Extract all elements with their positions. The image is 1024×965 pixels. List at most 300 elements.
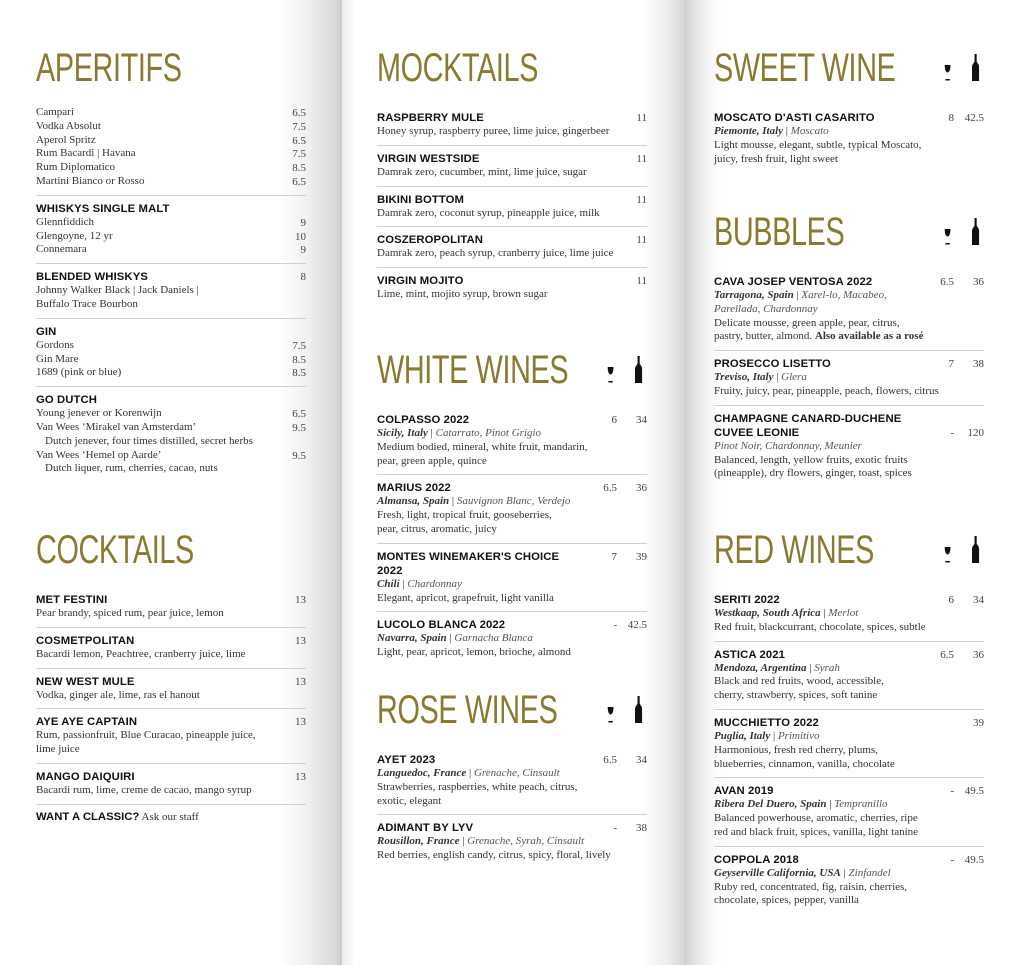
glass-price: 6.5 (940, 648, 954, 661)
row-price: 8.5 (292, 367, 306, 380)
item-name-text: MET FESTINI (36, 594, 108, 606)
item-name-text: COLPASSO 2022 (377, 414, 470, 426)
glass-price: - (613, 822, 617, 835)
list-row (36, 353, 306, 367)
item-region: Rousillon, France (377, 835, 460, 848)
item-name-text: CAVA JOSEP VENTOSA 2022 (714, 276, 873, 288)
classic-note (36, 811, 306, 825)
wine-glass-icon (607, 690, 614, 730)
item-name (36, 393, 306, 407)
item-description: Elegant, apricot, grapefruit, light vanilla (377, 591, 554, 604)
item-name-text: CHAMPAGNE CANARD-DUCHENE (714, 412, 902, 425)
item-description: Damrak zero, peach syrup, cranberry juice, lime juice (377, 247, 614, 260)
item-price: 13 (295, 594, 306, 606)
item-description: Medium bodied, mineral, white fruit, mandarin, (377, 440, 588, 453)
item-price: 11 (636, 152, 647, 165)
item-price: 11 (636, 275, 647, 288)
item-name-text: AYET 2023 (377, 754, 436, 766)
list-row (36, 339, 306, 353)
item-region: Mendoza, Argentina (714, 661, 807, 674)
item-description: Honey syrup, raspberry puree, lime juice, gingerbeer (377, 125, 610, 137)
item-price: 8 (300, 271, 306, 284)
row-name: Aperol Spritz (36, 133, 96, 146)
section-entries (377, 747, 647, 869)
bottle-price: 49.5 (964, 785, 984, 798)
menu-item (36, 805, 306, 831)
item-name (36, 270, 306, 284)
item-name-text: COSZEROPOLITAN (377, 234, 484, 247)
list-row (36, 435, 306, 449)
item-description: Fresh, light, tropical fruit, gooseberries, (377, 509, 552, 522)
item-grape: Garnacha Blanca (454, 632, 533, 645)
item-origin: Navarra, Spain | Garnacha Blanca (377, 632, 533, 645)
menu-item (377, 815, 647, 869)
section-title-row (36, 48, 306, 88)
menu-item (36, 196, 306, 264)
menu-item (714, 847, 984, 914)
row-price: 9.5 (292, 449, 306, 462)
list-row (36, 147, 306, 161)
item-description: Light, pear, apricot, lemon, brioche, almond (377, 646, 571, 659)
item-grape: Zinfandel (848, 866, 891, 879)
item-name (377, 274, 647, 288)
section-entries (377, 407, 647, 666)
item-name (377, 233, 647, 247)
menu-panel-right (684, 0, 1024, 965)
item-grape: Catarrato, Pinot Grigio (435, 427, 542, 439)
item-description: Strawberries, raspberries, white peach, citrus, (377, 780, 578, 793)
section-title-row (714, 48, 984, 88)
item-description: red and black fruit, spices, vanilla, light tanine (714, 825, 919, 838)
item-name-text: VIRGIN MOJITO (377, 275, 464, 288)
item-description: cherry, strawberry, spices, soft tanine (714, 689, 878, 702)
item-origin: Mendoza, Argentina | Syrah (714, 661, 840, 674)
bottle-price: 34 (636, 414, 647, 426)
wine-bottle-icon (972, 48, 979, 88)
price-column-icons (944, 48, 982, 88)
bottle-price: 42.5 (964, 112, 984, 124)
item-grape: Grenache, Cinsault (473, 767, 560, 779)
item-region: Chili (377, 577, 400, 590)
menu-item (714, 269, 984, 351)
item-name-text: RASPBERRY MULE (377, 112, 484, 124)
list-row (36, 407, 306, 421)
section-entries (714, 105, 984, 172)
item-name (377, 152, 647, 166)
wine-bottle-icon (972, 212, 979, 252)
list-row (36, 106, 306, 120)
menu-item (377, 475, 647, 543)
wine-glass-icon (607, 350, 614, 390)
section-title: SWEET WINE (714, 46, 896, 90)
list-row (36, 230, 306, 244)
item-description: Damrak zero, cucumber, mint, lime juice, sugar (377, 165, 587, 178)
bottle-price: 36 (973, 276, 984, 288)
section-entries (36, 106, 306, 482)
item-name-text: WHISKYS SINGLE MALT (36, 202, 170, 215)
row-name: Glengoyne, 12 yr (36, 229, 113, 242)
section-entries (714, 587, 984, 914)
item-region: Geyserville California, USA (714, 866, 841, 879)
menu-section (377, 690, 647, 869)
item-grape: Syrah (814, 661, 840, 674)
item-name-text: VIRGIN WESTSIDE (377, 152, 480, 165)
row-price: 6.5 (292, 408, 306, 421)
bottle-price: 38 (636, 822, 647, 835)
item-description: Light mousse, elegant, subtle, typical Moscato, (714, 138, 922, 151)
item-description (714, 330, 984, 344)
menu-item (377, 612, 647, 666)
menu-item (377, 544, 647, 613)
wine-bottle-icon (635, 690, 642, 730)
item-origin: Languedoc, France | Grenache, Cinsault (377, 767, 560, 779)
item-name (36, 325, 306, 339)
item-origin: Sicily, Italy | Catarrato, Pinot Grigio (377, 427, 542, 439)
item-origin: Tarragona, Spain | Xarel-lo, Macabeo, (714, 289, 887, 301)
section-title: MOCKTAILS (377, 46, 539, 90)
row-price: 7.5 (292, 148, 306, 161)
item-description: Vodka, ginger ale, lime, ras el hanout (36, 688, 200, 701)
menu-item (36, 764, 306, 805)
item-name (36, 675, 306, 689)
item-grape-2: Parellada, Chardonnay (714, 302, 818, 315)
item-name-text-2: CUVEE LEONIE (714, 426, 800, 439)
item-region: Navarra, Spain (377, 632, 447, 645)
menu-item (36, 319, 306, 387)
section-title: ROSE WINES (377, 688, 558, 732)
row-price: 6.5 (292, 175, 306, 188)
item-region: Puglia, Italy (714, 729, 771, 742)
bottle-price: 36 (973, 648, 984, 661)
glass-price: - (613, 619, 617, 632)
section-title-row (714, 212, 984, 252)
item-grape: Sauvignon Blanc, Verdejo (456, 495, 571, 508)
item-description: pear, citrus, aromatic, juicy (377, 522, 497, 535)
row-name: Gin Mare (36, 352, 79, 365)
list-row (36, 449, 306, 463)
item-origin: Almansa, Spain | Sauvignon Blanc, Verdejo (377, 495, 571, 508)
item-origin: Chili | Chardonnay (377, 577, 462, 590)
bottle-price: 36 (636, 482, 647, 495)
item-grape: Pinot Noir, Chardonnay, Meunier (714, 439, 862, 452)
row-name: Dutch liquer, rum, cherries, cacao, nuts (45, 462, 218, 475)
item-region: Tarragona, Spain (714, 289, 794, 301)
list-row (36, 421, 306, 435)
menu-item (377, 407, 647, 475)
menu-item (36, 387, 306, 482)
menu-panel-left (0, 0, 342, 965)
item-name-text: MONTES WINEMAKER'S CHOICE 2022 (377, 550, 560, 577)
list-row (36, 175, 306, 189)
item-grape-cont (714, 303, 984, 317)
price-column-icons (944, 212, 982, 252)
item-name-text: BLENDED WHISKYS (36, 271, 148, 284)
item-grape: Chardonnay (407, 577, 462, 590)
item-region: Sicily, Italy (377, 427, 428, 439)
item-description: lime juice (36, 743, 80, 756)
menu-item (377, 268, 647, 308)
item-description: Delicate mousse, green apple, pear, citrus, (714, 316, 900, 329)
item-grape: Merlot (828, 607, 859, 619)
menu-item (377, 146, 647, 187)
section-title: APERITIFS (36, 46, 182, 90)
item-description: Bacardi rum, lime, creme de cacao, mango syrup (36, 783, 252, 796)
section-title: RED WINES (714, 528, 874, 572)
menu-item (714, 105, 984, 172)
item-origin (714, 440, 984, 454)
item-origin: Westkaap, South Africa | Merlot (714, 607, 859, 619)
menu-item (714, 710, 984, 778)
item-description: pear, green apple, quince (377, 454, 487, 467)
row-name: Gordons (36, 338, 74, 351)
price-column-icons (607, 350, 645, 390)
item-name-text: MOSCATO D'ASTI CASARITO (714, 112, 875, 124)
row-price: 6.5 (292, 107, 306, 119)
item-name-text: ASTICA 2021 (714, 648, 785, 661)
row-price: 7.5 (292, 339, 306, 352)
item-description: Rum, passionfruit, Blue Curacao, pineapple juice, (36, 729, 256, 742)
glass-price: 6.5 (940, 276, 954, 288)
row-name: Connemara (36, 243, 87, 256)
item-name-text: ADIMANT BY LYV (377, 822, 474, 835)
menu-section (714, 212, 984, 487)
item-grape: Moscato (790, 125, 829, 137)
bottle-price: 39 (973, 716, 984, 729)
section-title: COCKTAILS (36, 528, 194, 572)
list-row (36, 243, 306, 257)
item-region: Treviso, Italy (714, 371, 774, 384)
menu-section (36, 48, 306, 482)
classic-label: WANT A CLASSIC? (36, 810, 140, 823)
menu-item (36, 709, 306, 764)
wine-glass-icon (944, 48, 951, 88)
item-origin: Piemonte, Italy | Moscato (714, 125, 829, 137)
list-row (36, 216, 306, 230)
list-row (36, 120, 306, 134)
item-description: Lime, mint, mojito syrup, brown sugar (377, 288, 548, 301)
row-name: Glennfiddich (36, 215, 95, 228)
bottle-price: 38 (973, 358, 984, 371)
item-origin: Treviso, Italy | Glera (714, 371, 807, 384)
glass-price: 6 (611, 414, 617, 426)
list-row (36, 462, 306, 476)
row-name: Martini Bianco or Rosso (36, 174, 145, 187)
glass-price: 7 (948, 358, 954, 371)
row-price: 8.5 (292, 162, 306, 175)
section-title-row (377, 48, 647, 88)
item-region: Almansa, Spain (377, 495, 450, 508)
list-row (36, 161, 306, 175)
section-entries (714, 269, 984, 487)
row-price: 9.5 (292, 421, 306, 434)
item-price: 13 (295, 634, 306, 647)
row-price: 6.5 (292, 134, 306, 147)
item-grape: Tempranillo (834, 798, 888, 811)
item-name (36, 715, 306, 729)
menu-item (714, 642, 984, 710)
wine-bottle-icon (972, 530, 979, 570)
glass-price: - (950, 785, 954, 798)
section-title: WHITE WINES (377, 348, 569, 392)
item-name-text: SERITI 2022 (714, 594, 780, 606)
item-description: Buffalo Trace Bourbon (36, 297, 138, 310)
item-description: blueberries, cinnamon, vanilla, chocolate (714, 757, 895, 770)
menu-section (714, 48, 984, 172)
menu-item (36, 669, 306, 710)
item-name-text: MARIUS 2022 (377, 482, 451, 495)
item-description: Balanced, length, yellow fruits, exotic fruits (714, 453, 908, 466)
item-description: Pear brandy, spiced rum, pear juice, lemon (36, 607, 224, 619)
row-name: Rum Diplomatico (36, 161, 116, 174)
menu-item (36, 587, 306, 628)
item-name (36, 593, 306, 607)
item-name-text: BIKINI BOTTOM (377, 193, 465, 206)
menu-item (377, 227, 647, 268)
item-name (377, 193, 647, 207)
item-grape: Grenache, Syrah, Cinsault (467, 835, 585, 848)
list-row (36, 366, 306, 380)
item-name-text: GIN (36, 325, 57, 338)
menu-section (377, 48, 647, 308)
price-column-icons (607, 690, 645, 730)
item-description: Red fruit, blackcurrant, chocolate, spices, subtle (714, 620, 926, 633)
item-name-text: COSMETPOLITAN (36, 634, 135, 647)
item-name (377, 111, 647, 125)
menu-item (714, 587, 984, 642)
item-origin: Puglia, Italy | Primitivo (714, 729, 820, 742)
item-grape: Xarel-lo, Macabeo, (801, 289, 887, 301)
section-title: BUBBLES (714, 210, 845, 254)
section-title-row (36, 530, 306, 570)
row-price: 9 (300, 216, 306, 229)
desc-highlight: Also available as a rosé (814, 330, 924, 343)
item-name (36, 202, 306, 216)
item-origin: Ribera Del Duero, Spain | Tempranillo (714, 798, 888, 811)
section-title-row (377, 690, 647, 730)
item-description: Balanced powerhouse, aromatic, cherries, ripe (714, 812, 918, 825)
item-name-text: GO DUTCH (36, 394, 98, 407)
item-description: (pineapple), dry flowers, ginger, toast, spices (714, 467, 912, 480)
row-name: Van Wees ‘Hemel op Aarde’ (36, 448, 162, 461)
bottle-price: 34 (973, 594, 984, 606)
menu-item (714, 351, 984, 406)
item-price: 11 (636, 234, 647, 247)
item-region: Languedoc, France (377, 767, 467, 779)
item-description: chocolate, spices, pepper, vanilla (714, 894, 859, 907)
wine-glass-icon (944, 530, 951, 570)
row-name: Van Wees ‘Mirakel van Amsterdam’ (36, 420, 197, 433)
menu-item (36, 106, 306, 196)
row-price: 9 (300, 244, 306, 257)
item-price: 11 (636, 112, 647, 124)
bottle-price: 120 (967, 426, 984, 439)
item-description: Black and red fruits, wood, accessible, (714, 675, 884, 688)
glass-price: 6.5 (603, 754, 617, 766)
item-description: Bacardi lemon, Peachtree, cranberry juice, lime (36, 647, 246, 660)
item-name-text: COPPOLA 2018 (714, 853, 799, 866)
item-price: 11 (636, 193, 647, 206)
item-region: Westkaap, South Africa (714, 607, 821, 619)
glass-price: - (950, 426, 954, 439)
menu-item (377, 105, 647, 146)
section-title-row (714, 530, 984, 570)
item-name (36, 634, 306, 648)
item-region: Piemonte, Italy (714, 125, 784, 137)
menu-item (714, 778, 984, 846)
glass-price: 6.5 (603, 482, 617, 495)
item-description: exotic, elegant (377, 794, 442, 807)
item-name-text: AVAN 2019 (714, 785, 774, 798)
item-origin: Geyserville California, USA | Zinfandel (714, 866, 891, 879)
item-name-text: MANGO DAIQUIRI (36, 770, 135, 783)
row-price: 8.5 (292, 353, 306, 366)
item-description: Harmonious, fresh red cherry, plums, (714, 743, 878, 756)
bottle-price: 49.5 (964, 853, 984, 866)
menu-section (377, 350, 647, 666)
list-row (36, 134, 306, 148)
item-name (714, 716, 984, 730)
item-price: 13 (295, 716, 306, 729)
menu-item (377, 747, 647, 815)
section-entries (377, 105, 647, 308)
row-name: Dutch jenever, four times distilled, secret herbs (45, 434, 253, 447)
glass-price: - (950, 853, 954, 866)
row-name: Young jenever or Korenwijn (36, 407, 162, 420)
item-grape: Glera (781, 371, 807, 384)
item-description: Red berries, english candy, citrus, spicy, floral, lively (377, 849, 611, 862)
bottle-price: 34 (636, 754, 647, 766)
desc-text: pastry, butter, almond. (714, 330, 813, 343)
bottle-price: 39 (636, 550, 647, 563)
item-description: Damrak zero, coconut syrup, pineapple juice, milk (377, 206, 600, 219)
glass-price: 6 (948, 594, 954, 606)
row-name: Campari (36, 106, 74, 118)
row-name: Rum Bacardi | Havana (36, 147, 136, 160)
menu-panel-middle (342, 0, 684, 965)
bottle-price: 42.5 (627, 619, 647, 632)
item-name-text: MUCCHIETTO 2022 (714, 716, 819, 729)
section-title-row (377, 350, 647, 390)
item-name-text: AYE AYE CAPTAIN (36, 716, 138, 729)
item-origin: Rousillon, France | Grenache, Syrah, Cinsault (377, 835, 585, 848)
item-description: Johnny Walker Black | Jack Daniels | (36, 284, 199, 297)
row-name: 1689 (pink or blue) (36, 366, 122, 379)
menu-section (714, 530, 984, 914)
menu-item (36, 628, 306, 669)
menu-item (714, 406, 984, 487)
item-grape: Primitivo (777, 729, 820, 742)
item-name-text: PROSECCO LISETTO (714, 358, 831, 371)
item-name (36, 770, 306, 784)
item-price: 13 (295, 675, 306, 688)
item-description: juicy, fresh fruit, light sweet (714, 152, 838, 165)
menu-item (377, 187, 647, 228)
item-name-text: NEW WEST MULE (36, 675, 135, 688)
wine-glass-icon (944, 212, 951, 252)
row-price: 10 (295, 230, 306, 243)
item-description: Ruby red, concentrated, fig, raisin, cherries, (714, 880, 908, 893)
section-entries (36, 587, 306, 831)
wine-bottle-icon (635, 350, 642, 390)
glass-price: 8 (948, 112, 954, 124)
menu-item (36, 264, 306, 319)
row-price: 7.5 (292, 120, 306, 133)
item-region: Ribera Del Duero, Spain (714, 798, 827, 811)
item-description: Fruity, juicy, pear, pineapple, peach, flowers, citrus (714, 384, 939, 397)
menu-section (36, 530, 306, 831)
row-name: Vodka Absolut (36, 119, 101, 132)
item-price: 13 (295, 770, 306, 783)
